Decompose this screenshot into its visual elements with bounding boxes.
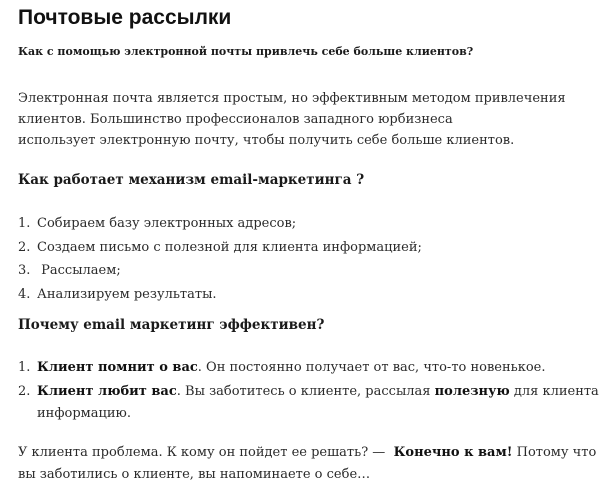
page-title: Почтовые рассылки (18, 6, 232, 29)
why-effective-heading: Почему email маркетинг эффективен? (18, 317, 325, 333)
list-item-text: Собираем базу электронных адресов; (37, 216, 297, 231)
closing-bold: Конечно к вам! (393, 445, 513, 460)
list-item (18, 259, 422, 283)
list-item (18, 236, 422, 260)
list-item-bold: Клиент помнит о вас (37, 360, 198, 375)
list-item-text: . Вы заботитесь о клиенте, рассылая (176, 384, 435, 399)
list-item-text: Создаем письмо с полезной для клиента информацией; (37, 239, 422, 255)
intro-line: клиентов. Большинство профессионалов западного юрбизнеса (18, 112, 453, 127)
list-item-bold: Клиент любит вас (37, 384, 177, 399)
how-it-works-list (18, 212, 422, 306)
list-item-number: 1. (18, 216, 31, 231)
closing-line (18, 442, 596, 464)
list-item-number: 2. (18, 384, 31, 399)
list-item-line (37, 381, 599, 403)
list-item-number: 2. (18, 239, 31, 255)
closing-paragraph (18, 442, 596, 486)
list-item-bold: полезную (434, 384, 510, 399)
how-it-works-heading: Как работает механизм email-маркетинга ? (18, 172, 365, 188)
list-item-line: информацию. (37, 406, 131, 421)
intro-line: использует электронную почту, чтобы получить себе больше клиентов. (18, 133, 515, 148)
list-item (18, 283, 422, 307)
list-item-text: для клиента (509, 384, 599, 399)
list-item (18, 212, 422, 236)
subtitle: Как с помощью электронной почты привлечь себе больше клиентов? (18, 45, 474, 58)
intro-line: Электронная почта является простым, но эффективным методом привлечения (18, 91, 566, 106)
closing-text: У клиента проблема. К кому он пойдет ее решать? — (18, 445, 394, 460)
list-item-text: Анализируем результаты. (37, 286, 217, 302)
list-item-number: 1. (18, 360, 31, 375)
closing-line: вы заботились о клиенте, вы напоминаете о себе… (18, 467, 371, 482)
closing-text: Потому что (512, 445, 597, 460)
why-effective-list (18, 357, 599, 425)
list-item-number: 4. (18, 286, 31, 302)
list-item (18, 357, 599, 379)
list-item (18, 381, 599, 425)
intro-paragraph (18, 88, 566, 151)
list-item-text: . Он постоянно получает от вас, что-то новенькое. (197, 360, 546, 375)
list-item-number: 3. (18, 263, 31, 278)
list-item-text: Рассылаем; (37, 263, 121, 278)
